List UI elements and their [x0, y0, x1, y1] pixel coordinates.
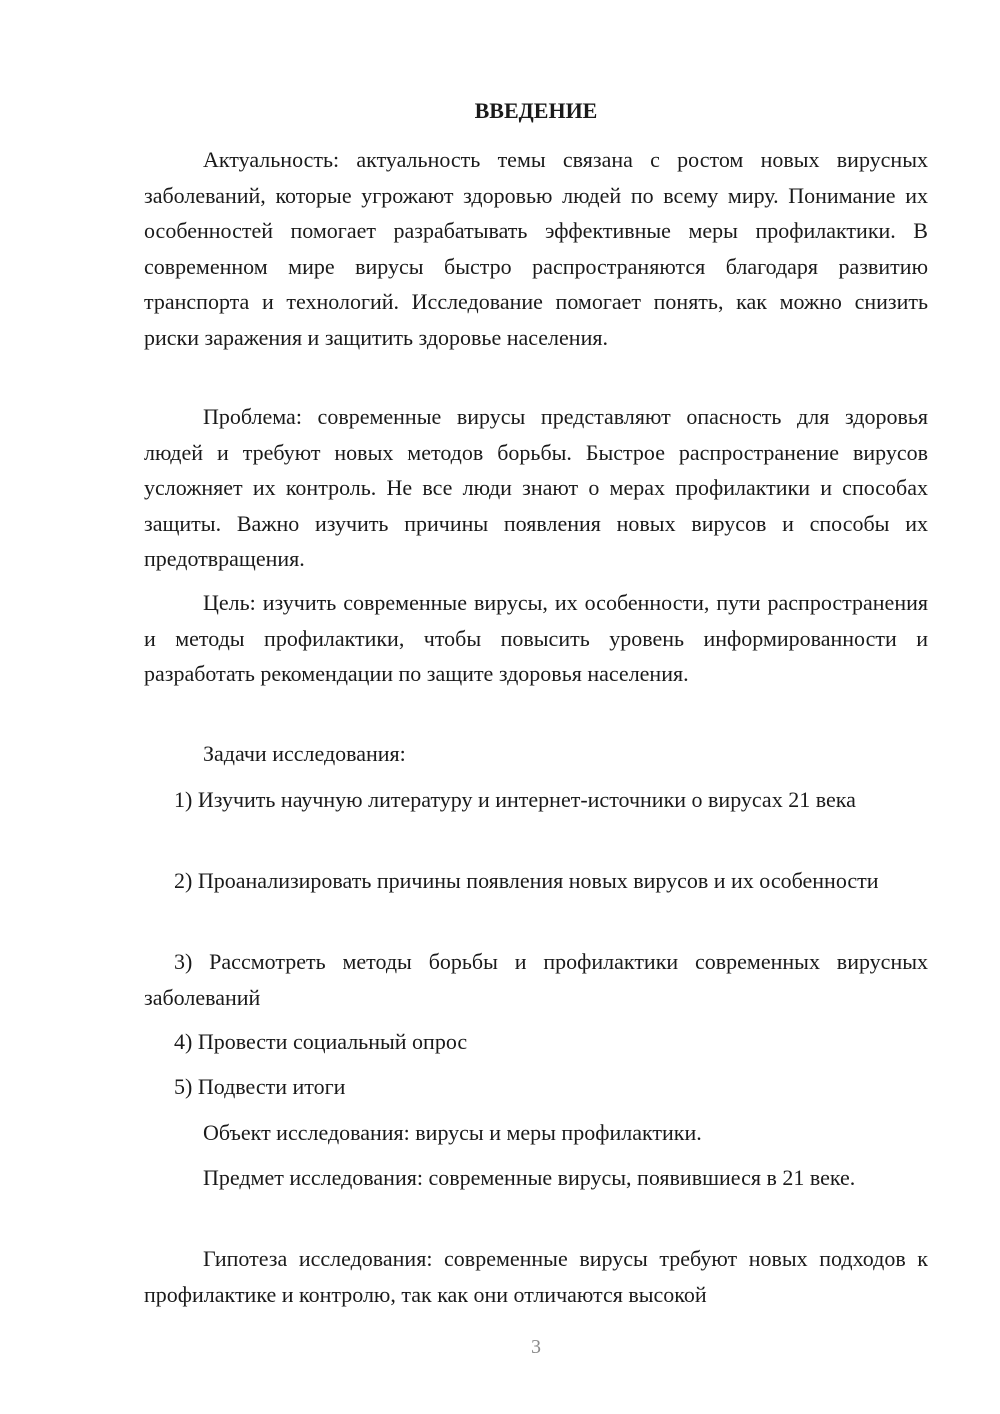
- task-item-1: 1) Изучить научную литературу и интернет-источники о вирусах 21 века: [174, 787, 856, 812]
- page-number: 3: [531, 1336, 541, 1358]
- paragraph-hypothesis: Гипотеза исследования: современные вирусы требуют новых подходов к профилактике и контролю, так как они отличаются высокой: [144, 1246, 928, 1307]
- paragraph-problem: Проблема: современные вирусы представляют опасность для здоровья людей и требуют новых методов борьбы. Быстрое распространение вирусов усложняет их контроль. Не все люди знают о мерах профилактики и способах защиты. Важно изучить причины появления новых вирусов и способы их предотвращения.: [144, 404, 928, 571]
- paragraph-object: Объект исследования: вирусы и меры профилактики.: [203, 1120, 702, 1145]
- task-item-5: 5) Подвести итоги: [174, 1074, 346, 1099]
- paragraph-relevance: Актуальность: актуальность темы связана с ростом новых вирусных заболеваний, которые угрожают здоровью людей по всему миру. Понимание их особенностей помогает разрабатывать эффективные меры профилактики. В современном мире вирусы быстро распространяются благодаря развитию транспорта и технологий. Исследование помогает понять, как можно снизить риски заражения и защитить здоровье населения.: [144, 147, 928, 350]
- task-item-2: 2) Проанализировать причины появления новых вирусов и их особенности: [174, 868, 879, 893]
- paragraph-subject: Предмет исследования: современные вирусы, появившиеся в 21 веке.: [203, 1165, 856, 1190]
- section-title: ВВЕДЕНИЕ: [474, 98, 598, 123]
- task-item-4: 4) Провести социальный опрос: [174, 1029, 468, 1054]
- task-item-3: 3) Рассмотреть методы борьбы и профилактики современных вирусных заболеваний: [144, 949, 928, 1010]
- paragraph-goal: Цель: изучить современные вирусы, их особенности, пути распространения и методы профилактики, чтобы повысить уровень информированности и разработать рекомендации по защите здоровья населения.: [144, 590, 928, 686]
- tasks-heading: Задачи исследования:: [203, 741, 406, 766]
